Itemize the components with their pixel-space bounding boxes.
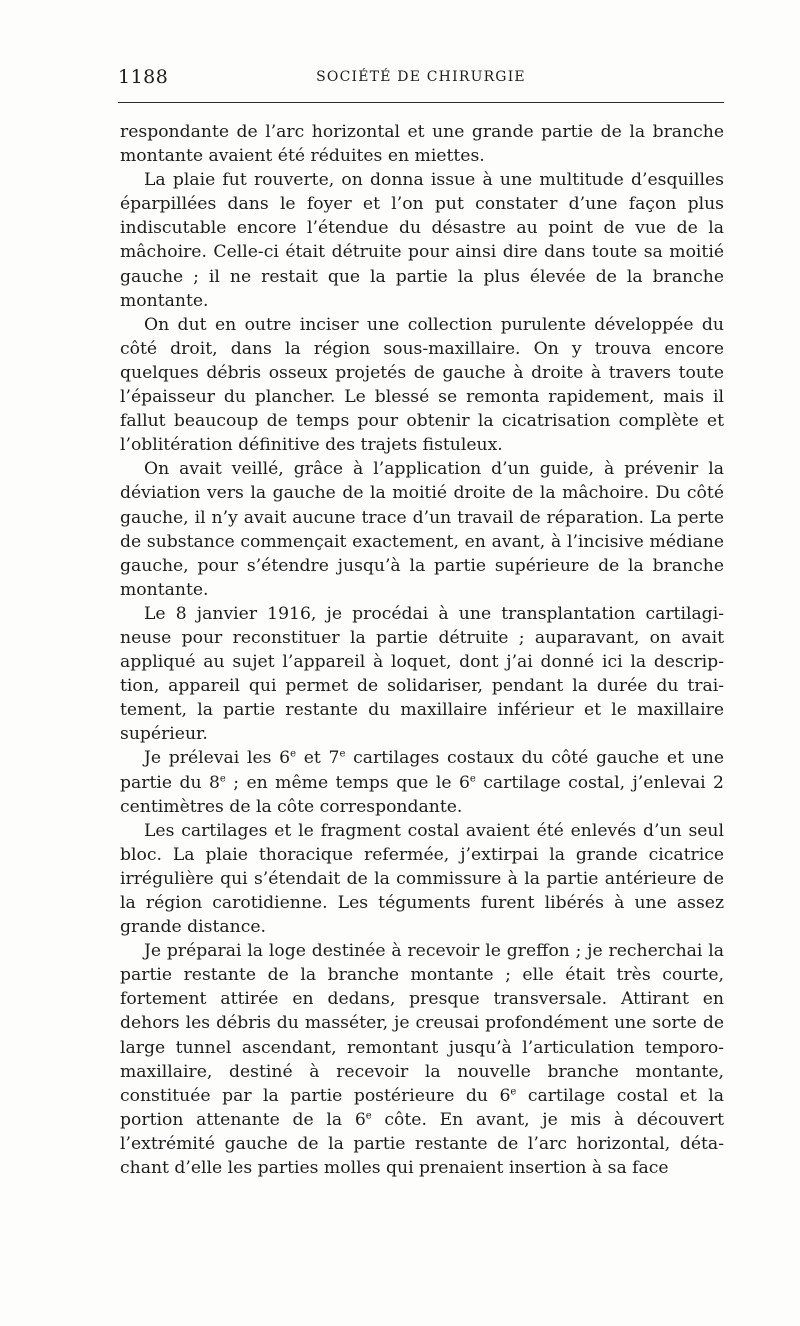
superscript: e	[469, 772, 476, 784]
paragraph-2: La plaie fut rouverte, on donna issue à une multitude d’esquilles éparpillées dans le foyer et l’on put constater d’une façon plus indiscutable encore l’étendue du désastre au point de vue de la mâchoire. Celle-ci était détruite pour ainsi dire dans toute sa moitié gauche ; il ne restait que la partie la plus élevée de la branche montante.	[120, 170, 724, 311]
paragraph-5: Le 8 janvier 1916, je procédai à une transplantation cartilagineuse pour reconstituer la partie détruite ; auparavant, on avait appliqué au sujet l’appareil à loquet, dont j’ai donné ici la description, appareil qui permet de solidariser, pendant la durée du traitement, la partie restante du maxillaire inférieur et le maxillaire supérieur.	[120, 603, 724, 745]
text-run: ; en même temps que le 6	[225, 772, 470, 793]
header-rule	[118, 102, 724, 103]
text-run: cartilage costal et la portion attenante de la 6	[120, 1085, 724, 1130]
superscript: e	[339, 748, 346, 760]
superscript: e	[219, 772, 226, 784]
text-run: côte. En avant, je mis à découvert l’extrémité gauche de la partie restante de l’arc horizontal, détachant d’elle les parties molles qui prenaient insertion à sa face	[120, 1109, 724, 1179]
paragraph-1: respondante de l’arc horizontal et une grande partie de la branche montante avaient été réduites en miettes.	[120, 122, 724, 167]
text-run: cartilage costal, j’enlevai 2 centimètres de la côte correspondante.	[120, 772, 724, 817]
page-header	[118, 66, 724, 94]
paragraph-6	[120, 746, 724, 818]
page-number: 1188	[118, 66, 169, 88]
running-title: SOCIÉTÉ DE CHIRURGIE	[316, 69, 526, 85]
paragraph-3: On dut en outre inciser une collection purulente développée du côté droit, dans la région sous-maxillaire. On y trouva encore quelques débris osseux projetés de gauche à droite à travers toute l’épaisseur du plancher. Le blessé se remonta rapidement, mais il fallut beaucoup de temps pour obtenir la cicatrisation complète et l’oblitération définitive des trajets fistuleux.	[120, 314, 724, 456]
paragraph-7: Les cartilages et le fragment costal avaient été enlevés d’un seul bloc. La plaie thoracique refermée, j’extirpai la grande cicatrice irrégulière qui s’étendait de la commissure à la partie antérieure de la région carotidienne. Les téguments furent libérés à une assez grande distance.	[120, 820, 724, 938]
paragraph-8	[120, 939, 724, 1180]
superscript: e	[290, 748, 297, 760]
superscript: e	[365, 1110, 372, 1122]
text-run: et 7	[296, 748, 340, 769]
text-run: Je prélevai les 6	[144, 748, 291, 769]
text-run: Je préparai la loge destinée à recevoir le greffon ; je recherchai la partie restante de la branche montante ; elle était très courte, fortement attirée en dedans, presque transversale. Attirant en dehors les débris du masséter, je creusai profondément une sorte de large tunnel ascendant, remontant jusqu’à l’articulation temporo-maxillaire, destiné à recevoir la nouvelle branche montante, constituée par la partie postérieure du 6	[120, 941, 724, 1106]
superscript: e	[510, 1086, 517, 1098]
paragraph-4: On avait veillé, grâce à l’application d’un guide, à prévenir la déviation vers la gauche de la moitié droite de la mâchoire. Du côté gauche, il n’y avait aucune trace d’un travail de réparation. La perte de substance commençait exactement, en avant, à l’incisive médiane gauche, pour s’étendre jusqu’à la partie supérieure de la branche montante.	[120, 459, 724, 600]
text-run: cartilages costaux du côté gauche et une partie du 8	[120, 748, 724, 793]
body-text	[120, 120, 724, 1180]
